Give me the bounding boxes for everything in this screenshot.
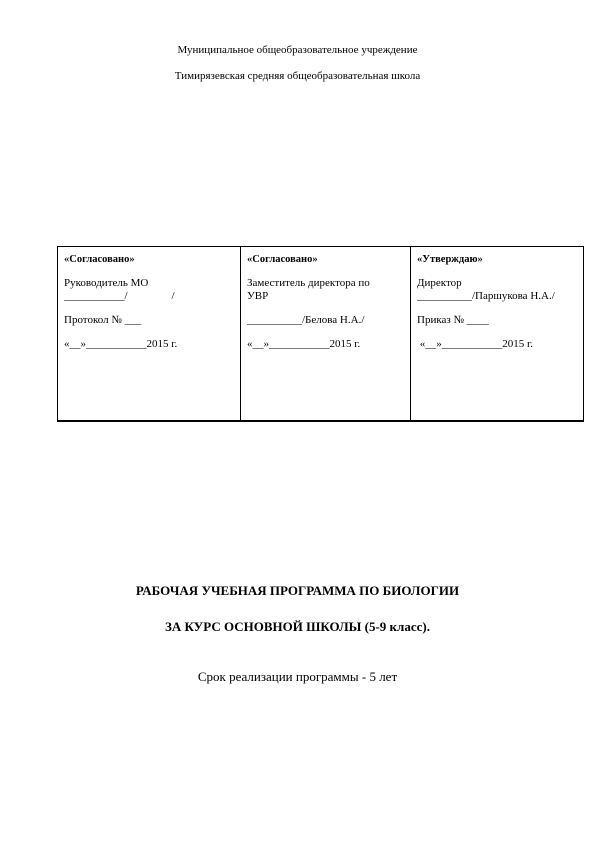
institution-type: Муниципальное общеобразовательное учреждение xyxy=(177,44,418,56)
signature-line: __________/Паршукова Н.А./ xyxy=(417,290,555,302)
approval-heading: «Согласовано» xyxy=(247,254,318,265)
program-duration: Срок реализации программы - 5 лет xyxy=(197,669,398,684)
approval-heading: «Утверждаю» xyxy=(417,254,483,265)
approver-role-cont: УВР xyxy=(247,290,269,302)
approval-date: «__»___________2015 г. xyxy=(417,338,534,350)
approval-heading: «Согласовано» xyxy=(64,254,135,265)
school-name: Тимирязевская средняя общеобразовательная школа xyxy=(174,70,421,82)
approval-column-director xyxy=(410,247,583,420)
signature-line: __________/Белова Н.А./ xyxy=(247,314,365,326)
order-number: Приказ № ____ xyxy=(417,314,489,326)
approver-role: Директор xyxy=(417,277,462,289)
approval-date: «__»___________2015 г. xyxy=(64,338,178,350)
program-title: РАБОЧАЯ УЧЕБНАЯ ПРОГРАММА ПО БИОЛОГИИ xyxy=(135,583,460,598)
approval-column-deputy xyxy=(240,247,410,420)
approval-column-mo xyxy=(58,247,240,420)
approval-date: «__»___________2015 г. xyxy=(247,338,361,350)
approver-role: Руководитель МО xyxy=(64,277,149,289)
program-course: ЗА КУРС ОСНОВНОЙ ШКОЛЫ (5-9 класс). xyxy=(165,619,430,634)
approval-table xyxy=(57,246,584,422)
signature-line: ___________/ / xyxy=(64,290,175,302)
approver-role: Заместитель директора по xyxy=(247,277,370,289)
protocol-number: Протокол № ___ xyxy=(64,314,142,326)
